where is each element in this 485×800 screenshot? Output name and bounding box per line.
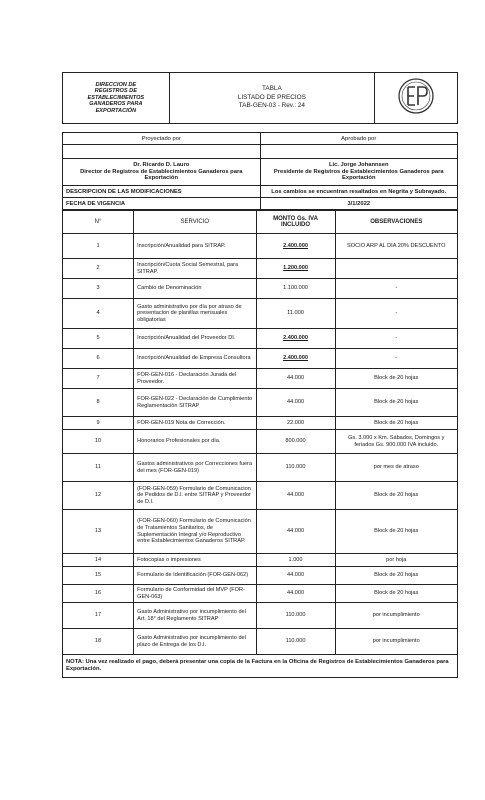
row-amount: 44.000 — [256, 482, 335, 510]
table-row — [63, 417, 458, 430]
row-observation: por hoja — [335, 554, 457, 567]
row-amount: 44.000 — [256, 510, 335, 554]
table-row — [63, 482, 458, 510]
row-service: Inscripción/Cuota Social Semestral, para SITRAP. — [134, 259, 256, 279]
row-observation: - — [335, 299, 457, 329]
row-amount: 800.000 — [256, 430, 335, 454]
row-number: 12 — [63, 482, 134, 510]
row-amount: 110.000 — [256, 454, 335, 482]
table-row — [63, 510, 458, 554]
row-amount: 1.000 — [256, 554, 335, 567]
row-amount: 11.000 — [256, 299, 335, 329]
org-line: ESTABLECIMIENTOS — [87, 94, 145, 101]
row-number: 5 — [63, 329, 134, 349]
table-row — [63, 279, 458, 299]
row-observation: Block de 20 hojas — [335, 417, 457, 430]
table-row — [63, 329, 458, 349]
row-number: 3 — [63, 279, 134, 299]
row-observation: Block de 20 hojas — [335, 567, 457, 585]
row-amount: 2.400.000 — [256, 349, 335, 369]
row-number: 9 — [63, 417, 134, 430]
approved-signature-space — [260, 145, 458, 159]
row-number: 10 — [63, 430, 134, 454]
row-observation — [335, 259, 457, 279]
row-observation: Block de 20 hojas — [335, 482, 457, 510]
table-row — [63, 259, 458, 279]
row-observation: por mes de atraso — [335, 454, 457, 482]
row-service: Formulario de Conformidad del MVP (FOR-GEN-063) — [134, 585, 256, 603]
table-row — [63, 554, 458, 567]
row-service: FOR-GEN-016 - Declaración Jurada del Proveedor. — [134, 369, 256, 389]
row-amount: 44.000 — [256, 369, 335, 389]
row-service: FOR-GEN-019 Nota de Corrección. — [134, 417, 256, 430]
row-service: Inscripción/Anualidad para SITRAP. — [134, 234, 256, 259]
row-amount: 110.000 — [256, 629, 335, 655]
projected-by-name: Dr. Ricardo D. Lauro — [133, 161, 190, 168]
row-service: Fotocopias o impresiones — [134, 554, 256, 567]
table-row — [63, 234, 458, 259]
row-service: Inscripción/Anualidad del Proveedor DI. — [134, 329, 256, 349]
row-amount: 1.100.000 — [256, 279, 335, 299]
row-observation: - — [335, 279, 457, 299]
column-header-observations: OBSERVACIONES — [335, 211, 457, 234]
table-row — [63, 299, 458, 329]
row-number: 16 — [63, 585, 134, 603]
row-service: FOR-GEN-022 - Declaración de Cumplimiento Reglamentación SITRAP — [134, 389, 256, 417]
row-amount: 2.400.000 — [256, 234, 335, 259]
projected-by-cell — [63, 159, 261, 186]
row-observation: Block de 20 hojas — [335, 510, 457, 554]
row-number: 11 — [63, 454, 134, 482]
document-title-cell — [169, 73, 374, 124]
row-amount: 22.000 — [256, 417, 335, 430]
row-number: 15 — [63, 567, 134, 585]
table-row — [63, 454, 458, 482]
org-line: REGISTROS DE — [94, 88, 137, 95]
row-observation: - — [335, 329, 457, 349]
row-service: Gasto administrativo por día por atraso de presentacion de planillas mensuales obligatorias — [134, 299, 256, 329]
changes-label: DESCRIPCION DE LAS MODIFICACIONES — [63, 186, 261, 198]
row-number: 14 — [63, 554, 134, 567]
org-line: EXPORTACIÓN — [95, 107, 137, 114]
row-number: 17 — [63, 603, 134, 629]
payment-note: NOTA: Una vez realizado el pago, deberá presentar una copia de la Factura en la Oficina de Registros de Establecimientos Ganaderos para Exportación. — [63, 655, 458, 678]
table-row — [63, 389, 458, 417]
validity-date: 3/1/2022 — [260, 198, 458, 210]
org-line: DIRECCION DE — [95, 81, 137, 88]
changes-value: Los cambios se encuentran resaltados en Negrita y Subrayado. — [260, 186, 458, 198]
table-row — [63, 585, 458, 603]
row-amount: 44.000 — [256, 585, 335, 603]
row-observation: por incumplimiento — [335, 629, 457, 655]
row-observation: Gs. 3.000 x Km. Sábados, Domingos y feriados Gs. 900.000 IVA incluido. — [335, 430, 457, 454]
row-service: Gasto Administrativo por incumplimiento del plazo de Entrega de los D.I. — [134, 629, 256, 655]
row-number: 7 — [63, 369, 134, 389]
price-list-document — [62, 72, 458, 678]
document-title: LISTADO DE PRECIOS — [237, 93, 306, 101]
table-row — [63, 430, 458, 454]
row-observation: SOCIO ARP AL DIA 20% DESCUENTO — [335, 234, 457, 259]
row-service: Honorarios Profesionales por día. — [134, 430, 256, 454]
row-amount: 1.200.000 — [256, 259, 335, 279]
projected-by-role: Director de Registros de Establecimientos Ganaderos para Exportación — [80, 168, 243, 182]
row-amount: 110.000 — [256, 603, 335, 629]
row-observation: Block de 20 hojas — [335, 369, 457, 389]
table-row — [63, 603, 458, 629]
document-code: TAB-GEN-03 - Rev.: 24 — [238, 102, 305, 110]
projected-signature-space — [63, 145, 261, 159]
column-header-num: N° — [63, 211, 134, 234]
logo-cell — [375, 73, 458, 124]
row-number: 6 — [63, 349, 134, 369]
projected-by-label: Proyectado por — [63, 133, 261, 145]
document-type: TABLA — [261, 85, 282, 93]
row-amount: 2.400.000 — [256, 329, 335, 349]
approved-by-label: Aprobado por — [260, 133, 458, 145]
row-amount: 44.000 — [256, 567, 335, 585]
row-number: 2 — [63, 259, 134, 279]
column-header-amount: MONTO Gs. IVA INCLUIDO — [256, 211, 335, 234]
row-service: (FOR-GEN-060) Formulario de Comunicación de Tratamientos Sanitarios, de Suplementación Integral y/o Reproductivo entre Establecimientos Ganaderos SITRAP. — [134, 510, 256, 554]
organization-logo — [396, 76, 436, 116]
row-observation: Block de 20 hojas — [335, 585, 457, 603]
row-number: 8 — [63, 389, 134, 417]
organization-name — [63, 73, 170, 124]
row-number: 1 — [63, 234, 134, 259]
column-header-service: SERVICIO — [134, 211, 256, 234]
row-observation: Block de 20 hojas — [335, 389, 457, 417]
validity-label: FECHA DE VIGENCIA — [63, 198, 261, 210]
row-amount: 44.000 — [256, 389, 335, 417]
row-number: 18 — [63, 629, 134, 655]
row-service: Inscripción/Anualidad de Empresa Consultora — [134, 349, 256, 369]
row-service: (FOR-GEN-059) Formulario de Comunicacion de Pedidos de D.I. entre SITRAP y Proveedor de D.I. — [134, 482, 256, 510]
row-service: Cambio de Denominación — [134, 279, 256, 299]
org-line: GANADEROS PARA — [89, 101, 143, 108]
row-service: Formulario de Identificación (FOR-GEN-062) — [134, 567, 256, 585]
approved-by-role: Presidente de Registros de Establecimientos Ganaderos para Exportación — [273, 168, 444, 182]
approved-by-name: Lic. Jorge Johannsen — [328, 161, 389, 168]
table-row — [63, 369, 458, 389]
row-number: 13 — [63, 510, 134, 554]
price-table — [62, 210, 458, 678]
table-row — [63, 567, 458, 585]
row-service: Gasto Administrativo por incumplimiento del Art. 18° del Reglamento SITRAP — [134, 603, 256, 629]
row-observation: por incumplimiento — [335, 603, 457, 629]
row-service: Gastos administrativos por Correcciones fuera del mes (FOR-GEN-019) — [134, 454, 256, 482]
table-row — [63, 349, 458, 369]
table-header-row — [63, 211, 458, 234]
row-number: 4 — [63, 299, 134, 329]
row-observation: - — [335, 349, 457, 369]
approved-by-cell — [260, 159, 458, 186]
table-row — [63, 629, 458, 655]
approval-block — [62, 132, 458, 210]
document-header — [62, 72, 458, 124]
